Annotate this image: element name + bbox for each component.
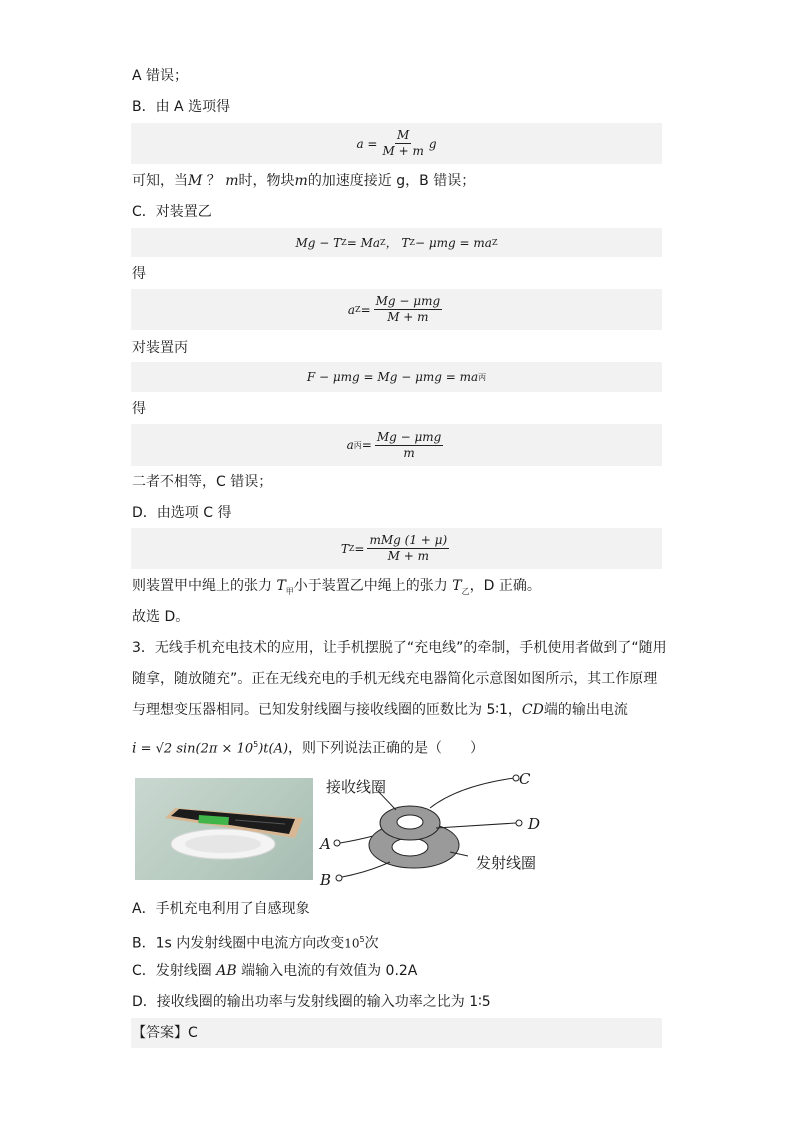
subscript: Z [341,238,347,247]
formula-box [131,228,662,257]
formula-text: = [361,438,372,452]
question-text [132,700,628,720]
text-line: 得 [132,401,146,417]
formula-text: = [354,541,365,556]
question-text: 随拿，随放随充”。正在无线充电的手机无线充电器简化示意图如图所示，其工作原理 [132,671,658,687]
text-line: 得 [132,266,146,282]
terminal-label-c: C [519,770,531,788]
formula-box [131,528,662,569]
superscript: 5 [359,935,365,944]
text-line: 对装置丙 [132,340,188,356]
formula-text: g [428,136,437,151]
option-d: D．接收线圈的输出功率与发射线圈的输入功率之比为 1∶5 [132,994,491,1010]
subscript: 丙 [353,440,362,450]
denominator: M + m [387,310,429,324]
text-line [132,576,541,602]
fraction [380,128,425,159]
subscript: 甲 [285,586,294,596]
fraction [367,533,449,564]
math-symbol: T [276,578,286,594]
text-fragment: C．发射线圈 [132,963,217,979]
option-b [132,930,379,954]
formula-box [131,289,662,330]
option-c [132,961,417,981]
numerator: Mg − μmg [376,429,442,444]
text-line [132,171,475,191]
text-line: B．由 A 选项得 [132,99,231,115]
math-symbol: AB [216,963,237,979]
formula-text: = √2 sin(2π × 10 [136,741,254,757]
subscript: Z [380,238,386,247]
formula-text: )t(A) [258,741,289,757]
subscript: Z [355,305,361,314]
label-receive-coil: 接收线圈 [326,778,387,796]
text-fragment: B．1s 内发射线圈中电流方向改变 [132,935,345,952]
label-transmit-coil: 发射线圈 [476,854,537,872]
text-line: D．由选项 C 得 [132,505,232,521]
subscript: Z [409,238,415,247]
math-symbol: m [225,173,239,189]
text-fragment: 则装置甲中绳上的张力 [132,578,277,594]
terminal-label-d: D [528,815,541,833]
text-fragment: ，则下列说法正确的是（ ） [288,740,485,757]
math-symbol: i [132,740,137,757]
formula-text: 10 [344,936,360,951]
text-line: 二者不相等，C 错误； [132,474,273,490]
terminal-label-a: A [320,835,331,853]
answer-box [131,1018,662,1048]
formula-text: T [340,541,349,556]
formula-text: a [347,302,355,317]
formula-box [131,123,662,164]
text-line: C．对装置乙 [132,204,212,220]
formula-box [131,362,662,392]
question-text [132,735,484,760]
math-symbol: CD [521,702,544,718]
question-text: 3．无线手机充电技术的应用，让手机摆脱了“充电线”的牵制，手机使用者做到了“随用 [132,640,667,656]
formula-text: a [346,438,354,452]
option-a: A．手机充电利用了自感现象 [132,901,310,917]
subscript: 丙 [478,372,487,382]
text-line: 故选 D。 [132,609,190,625]
text-fragment: ，D 正确。 [469,578,541,594]
text-fragment: ？ [202,173,226,189]
denominator: M + m [382,144,424,158]
terminal-label-b: B [320,871,332,889]
subscript: 乙 [461,586,470,596]
formula-text: ， T [385,236,410,250]
math-symbol: m [294,173,308,189]
text-fragment: 端的输出电流 [543,702,628,718]
text-line: A 错误； [132,68,189,84]
math-symbol: T [452,578,462,594]
formula-text: = [360,302,371,317]
numerator: mMg (1 + μ) [369,533,448,547]
formula-text: − μmg = ma [414,235,492,250]
text-fragment: 小于装置乙中绳上的张力 [293,578,453,594]
answer-text: 【答案】C [132,1025,198,1041]
text-fragment: 端输入电流的有效值为 0.2A [236,963,418,979]
formula-text: F − μmg = Mg − μmg = ma [306,370,479,384]
text-fragment: 可知，当 [132,173,188,189]
numerator: M [397,128,410,142]
formula-text: Mg − T [295,235,342,250]
denominator: m [403,445,415,460]
superscript: 5 [253,740,259,749]
text-fragment: 次 [364,935,379,952]
formula-text: a = [356,136,378,151]
formula-box [131,424,662,466]
subscript: Z [491,238,498,247]
fraction [374,294,443,325]
denominator: M + m [387,549,429,563]
numerator: Mg − μmg [375,294,441,308]
phone-charger-illustration [135,778,313,880]
fraction [375,430,444,461]
formula-text: = Ma [346,235,381,250]
text-fragment: 时，物块 [238,173,295,189]
text-fragment: 的加速度接近 g，B 错误； [307,173,476,189]
subscript: Z [348,544,355,553]
math-symbol: M [188,173,203,189]
text-fragment: 与理想变压器相同。已知发射线圈与接收线圈的匝数比为 5∶1， [132,702,522,718]
charging-phone-photo [135,778,313,880]
